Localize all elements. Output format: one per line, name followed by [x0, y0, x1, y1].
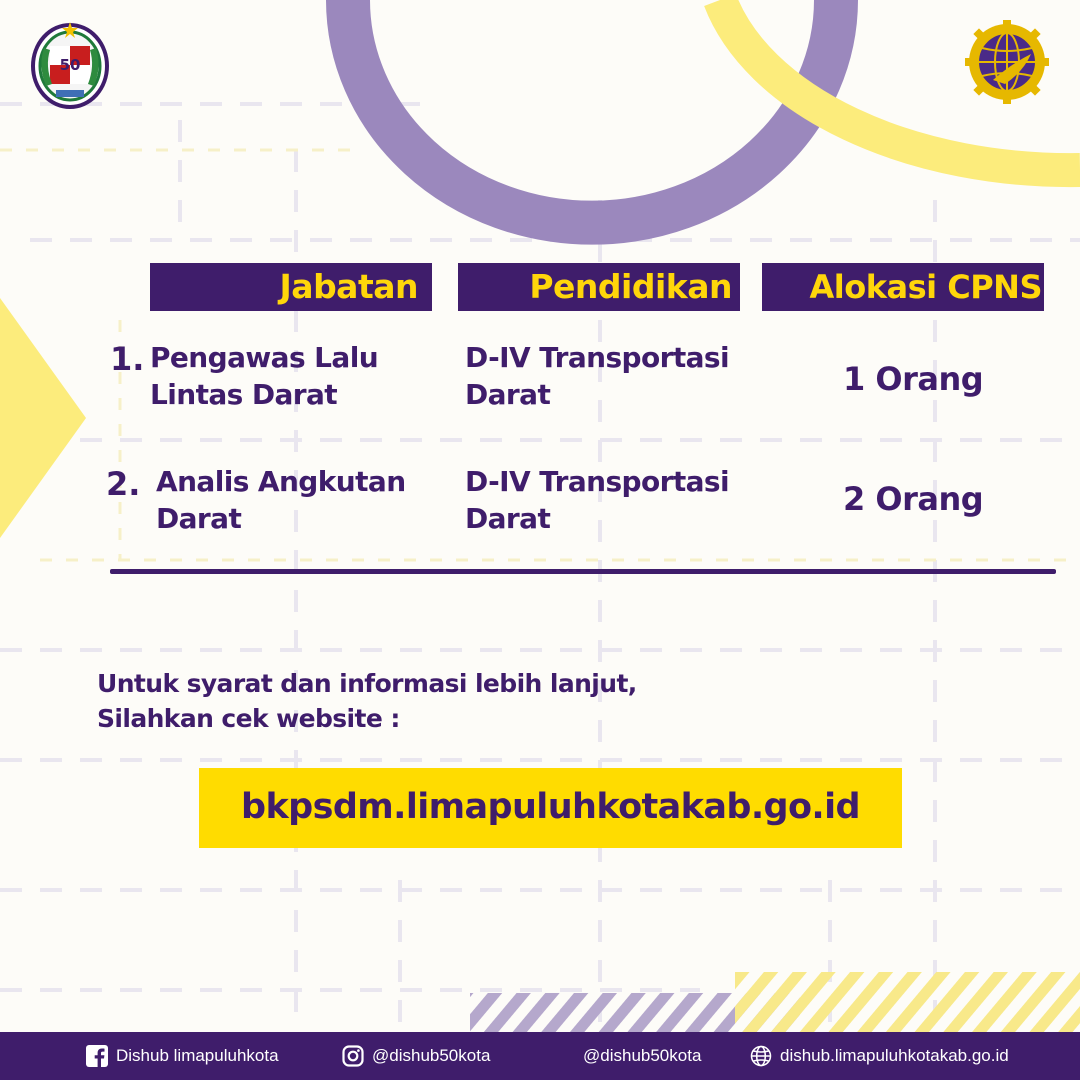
- footer-website[interactable]: dishub.limapuluhkotakab.go.id: [750, 1032, 1009, 1080]
- row-number: 1.: [110, 340, 145, 378]
- header-alokasi-cpns: Alokasi CPNS: [762, 263, 1044, 311]
- alokasi-cell: 2 Orang: [843, 480, 984, 518]
- row-number: 2.: [106, 465, 141, 503]
- svg-text:50: 50: [59, 56, 81, 74]
- header-jabatan: Jabatan: [150, 263, 432, 311]
- jabatan-cell: Analis Angkutan Darat: [156, 465, 406, 535]
- header-pendidikan: Pendidikan: [458, 263, 740, 311]
- regency-emblem-logo: [30, 18, 110, 110]
- footer-tiktok[interactable]: @dishub50kota: [583, 1046, 702, 1065]
- alokasi-cell: 1 Orang: [843, 360, 984, 398]
- kemenhub-emblem-logo: [965, 20, 1049, 108]
- footer-instagram[interactable]: @dishub50kota: [342, 1032, 490, 1080]
- footer-bar: [0, 1032, 1080, 1080]
- website-link[interactable]: bkpsdm.limapuluhkotakab.go.id: [241, 787, 860, 827]
- info-text: Untuk syarat dan informasi lebih lanjut, Silahkan cek website :: [97, 669, 637, 733]
- globe-icon: [750, 1045, 772, 1067]
- website-banner: [199, 768, 902, 848]
- pendidikan-cell: D-IV Transportasi Darat: [465, 341, 729, 411]
- divider-line: [110, 569, 1056, 574]
- jabatan-cell: Pengawas Lalu Lintas Darat: [150, 341, 379, 411]
- pendidikan-cell: D-IV Transportasi Darat: [465, 465, 729, 535]
- facebook-icon: [86, 1045, 108, 1067]
- footer-facebook[interactable]: Dishub limapuluhkota: [86, 1032, 279, 1080]
- instagram-icon: [342, 1045, 364, 1067]
